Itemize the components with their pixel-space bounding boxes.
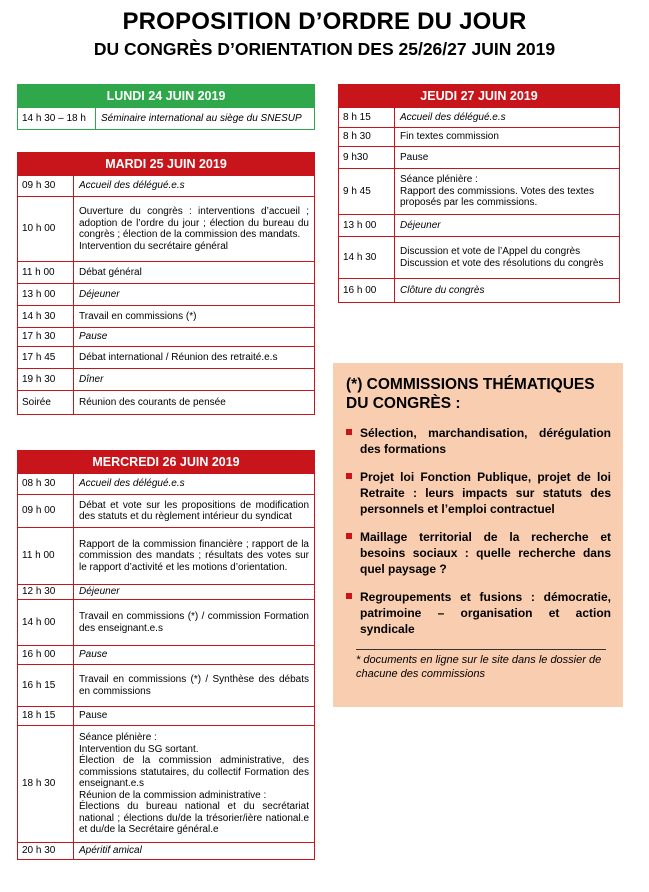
time-cell: 9 h30: [339, 147, 395, 169]
activity-cell: Travail en commissions (*) / Synthèse des débats en commissions: [74, 665, 315, 707]
time-cell: 18 h 30: [18, 726, 74, 843]
activity-cell: Accueil des délégué.e.s: [74, 474, 315, 495]
table-row: [339, 237, 619, 279]
list-item: [346, 425, 611, 457]
schedule-table: [18, 473, 314, 859]
schedule-jeudi: [338, 84, 620, 303]
commissions-title: (*) COMMISSIONS THÉMATIQUES DU CONGRÈS :: [346, 376, 595, 412]
commission-label: Regroupements et fusions : démocratie, patrimoine – organisation et action syndicale: [360, 590, 611, 636]
time-cell: 18 h 15: [18, 707, 74, 726]
activity-cell: Réunion des courants de pensée: [74, 391, 315, 414]
schedule-table: [18, 175, 314, 414]
time-cell: 11 h 00: [18, 262, 74, 284]
activity-cell: Accueil des délégué.e.s: [395, 108, 620, 128]
table-row: [18, 843, 314, 859]
time-cell: 16 h 15: [18, 665, 74, 707]
table-row: [18, 262, 314, 284]
day-header-mercredi: MERCREDI 26 JUIN 2019: [18, 451, 314, 473]
activity-cell: Débat international / Réunion des retraité.e.s: [74, 347, 315, 369]
list-item: [346, 589, 611, 637]
table-row: [339, 108, 619, 128]
activity-cell: Déjeuner: [395, 215, 620, 237]
activity-text: Élections du bureau national et du secrétariat national ; élections du/de la trésorier/ière national.e et du/de la Secrétaire général.e: [79, 801, 309, 836]
table-row: [18, 707, 314, 726]
table-row: [18, 176, 314, 197]
red-square-bullet-icon: [346, 593, 352, 599]
table-row: [18, 347, 314, 369]
activity-cell: [395, 237, 620, 279]
activity-cell: Rapport de la commission financière ; rapport de la commission des mandats ; résultats des votes sur le rapport d’activité et les motions d’orientation.: [74, 528, 315, 585]
activity-cell: [74, 197, 315, 262]
activity-cell: Dîner: [74, 369, 315, 391]
table-row: [339, 215, 619, 237]
table-row: [339, 169, 619, 215]
time-cell: 09 h 30: [18, 176, 74, 197]
activity-cell: [395, 169, 620, 215]
activity-cell: [74, 726, 315, 843]
time-cell: Soirée: [18, 391, 74, 414]
table-row: [339, 147, 619, 169]
commissions-panel: [333, 363, 623, 707]
day-header-mardi: MARDI 25 JUIN 2019: [18, 153, 314, 175]
table-row: [18, 369, 314, 391]
commission-label: Projet loi Fonction Publique, projet de loi Retraite : leurs impacts sur statuts des personnels et l’emploi contractuel: [360, 470, 611, 516]
activity-cell: Pause: [395, 147, 620, 169]
activity-text: Ouverture du congrès : interventions d’accueil ; adoption de l’ordre du jour ; élection du bureau du congrès ; élection de la commission des mandats.: [79, 206, 309, 240]
activity-cell: Travail en commissions (*): [74, 306, 315, 328]
day-header-jeudi: JEUDI 27 JUIN 2019: [339, 85, 619, 107]
table-row: [18, 306, 314, 328]
time-cell: 17 h 30: [18, 328, 74, 347]
schedule-table: [18, 107, 314, 129]
table-row: [18, 391, 314, 414]
time-cell: 14 h 00: [18, 600, 74, 646]
activity-cell: Fin textes commission: [395, 128, 620, 147]
table-row: [18, 665, 314, 707]
table-row: [339, 128, 619, 147]
table-row: [18, 646, 314, 665]
table-row: [18, 528, 314, 585]
time-cell: 20 h 30: [18, 843, 74, 859]
activity-cell: Débat et vote sur les propositions de modification des statuts et du règlement intérieur du syndicat: [74, 495, 315, 528]
activity-cell: Travail en commissions (*) / commission Formation des enseignant.e.s: [74, 600, 315, 646]
activity-text: Discussion et vote des résolutions du congrès: [400, 257, 604, 269]
footnote: * documents en ligne sur le site dans le dossier de chacune des commissions: [356, 654, 602, 680]
activity-cell: Déjeuner: [74, 284, 315, 306]
time-cell: 12 h 30: [18, 585, 74, 600]
time-cell: 14 h 30: [18, 306, 74, 328]
time-cell: 8 h 15: [339, 108, 395, 128]
activity-text: Intervention du secrétaire général: [79, 240, 228, 252]
red-square-bullet-icon: [346, 533, 352, 539]
list-item: [346, 529, 611, 577]
activity-cell: Pause: [74, 328, 315, 347]
table-row: [18, 284, 314, 306]
table-row: [18, 726, 314, 843]
activity-text: Réunion de la commission administrative :: [79, 789, 267, 801]
time-cell: 09 h 00: [18, 495, 74, 528]
table-row: [18, 600, 314, 646]
table-row: [18, 474, 314, 495]
time-cell: 13 h 00: [18, 284, 74, 306]
time-cell: 14 h 30 – 18 h: [18, 108, 96, 129]
table-row: [18, 585, 314, 600]
time-cell: 19 h 30: [18, 369, 74, 391]
activity-cell: Pause: [74, 646, 315, 665]
activity-cell: Déjeuner: [74, 585, 315, 600]
schedule-mercredi: [17, 450, 315, 860]
table-row: [18, 328, 314, 347]
divider: [356, 649, 606, 650]
page-subtitle: DU CONGRÈS D’ORIENTATION DES 25/26/27 JUIN 2019: [93, 39, 556, 59]
table-row: [18, 108, 314, 129]
time-cell: 16 h 00: [339, 279, 395, 302]
time-cell: 10 h 00: [18, 197, 74, 262]
activity-cell: Apéritif amical: [74, 843, 315, 859]
time-cell: 8 h 30: [339, 128, 395, 147]
red-square-bullet-icon: [346, 473, 352, 479]
time-cell: 16 h 00: [18, 646, 74, 665]
time-cell: 08 h 30: [18, 474, 74, 495]
commission-label: Sélection, marchandisation, dérégulation des formations: [360, 426, 611, 456]
schedule-mardi: [17, 152, 315, 415]
activity-text: Discussion et vote de l’Appel du congrès: [400, 246, 581, 257]
activity-cell: Clôture du congrès: [395, 279, 620, 302]
time-cell: 14 h 30: [339, 237, 395, 279]
page-title: PROPOSITION D’ORDRE DU JOUR: [122, 8, 527, 35]
schedule-lundi: [17, 84, 315, 130]
time-cell: 9 h 45: [339, 169, 395, 215]
activity-text: Élection de la commission administrative, des commissions statutaires, du collectif Formation des enseignant.e.s: [79, 755, 309, 790]
activity-cell: Débat général: [74, 262, 315, 284]
activity-cell: Séminaire international au siège du SNESUP: [96, 108, 315, 129]
activity-text: Séance plénière :: [400, 174, 478, 186]
time-cell: 17 h 45: [18, 347, 74, 369]
red-square-bullet-icon: [346, 429, 352, 435]
time-cell: 11 h 00: [18, 528, 74, 585]
table-row: [18, 197, 314, 262]
commission-label: Maillage territorial de la recherche et besoins sociaux : quelle recherche dans quel paysage ?: [360, 530, 611, 576]
activity-cell: Pause: [74, 707, 315, 726]
schedule-table: [339, 107, 619, 302]
list-item: [346, 469, 611, 517]
activity-text: Séance plénière :: [79, 732, 157, 744]
time-cell: 13 h 00: [339, 215, 395, 237]
activity-text: Intervention du SG sortant.: [79, 743, 199, 755]
day-header-lundi: LUNDI 24 JUIN 2019: [18, 85, 314, 107]
activity-text: Rapport des commissions. Votes des textes proposés par les commissions.: [400, 185, 594, 209]
commissions-list: [346, 425, 611, 637]
table-row: [339, 279, 619, 302]
table-row: [18, 495, 314, 528]
activity-cell: Accueil des délégué.e.s: [74, 176, 315, 197]
